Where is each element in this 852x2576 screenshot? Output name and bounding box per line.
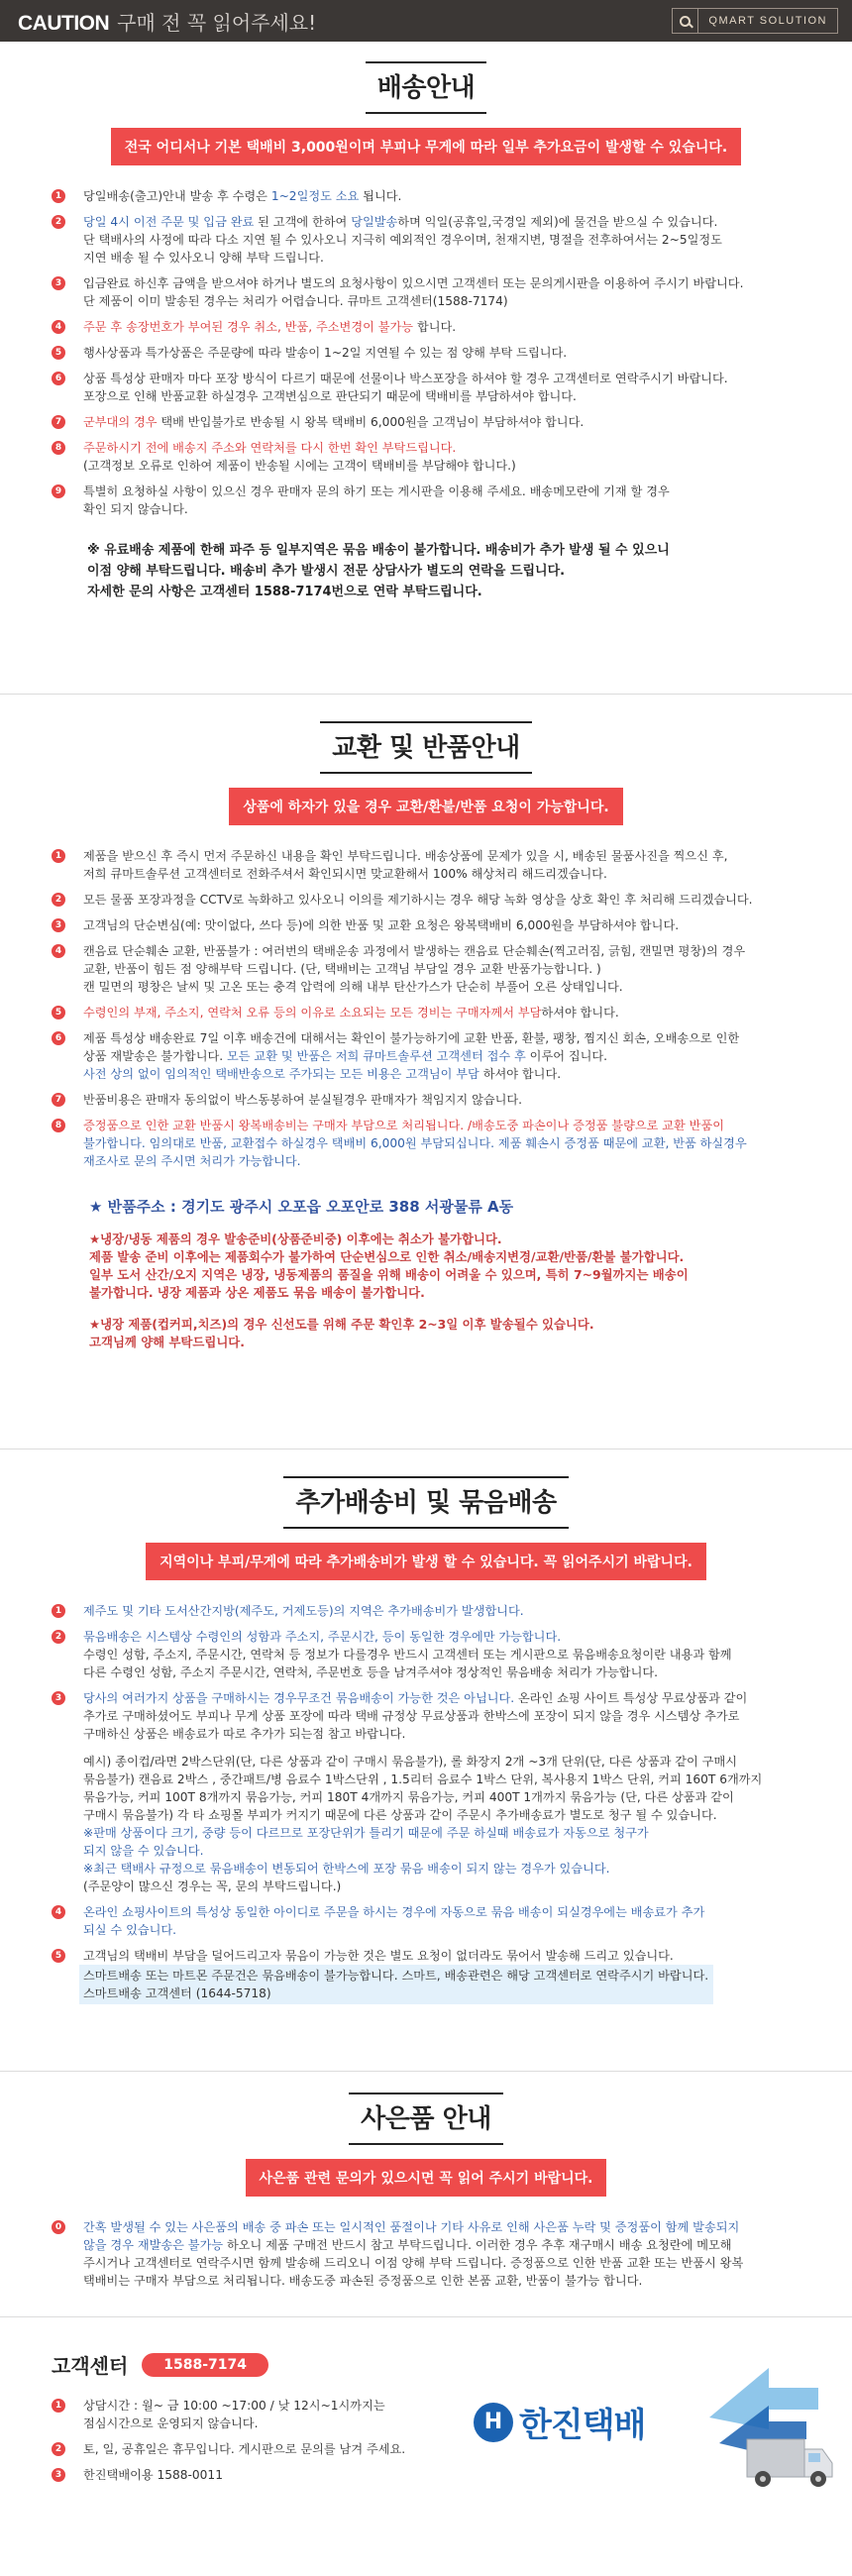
text-run: 택배비는 구매자 부담으로 처리됩니다. 배송도중 파손된 증정품으로 인한 본품 교환, 반품이 불가능 합니다. — [83, 2274, 643, 2288]
number-badge: 1 — [52, 2399, 65, 2413]
extra-shipping-title: 추가배송비 및 묶음배송 — [0, 1476, 852, 1529]
caution-heading — [18, 7, 316, 36]
text-run: 재조사로 문의 주시면 처리가 가능합니다. — [83, 1154, 301, 1168]
list-item — [52, 1947, 804, 2004]
number-badge: 3 — [52, 1691, 65, 1705]
list-item — [52, 187, 804, 205]
delivery-truck-icon — [699, 2348, 838, 2507]
text-run: 저희 큐마트솔루션 고객센터로 전화주셔서 확인되시면 맞교환해서 100% 해상처리 해드리겠습니다. — [83, 867, 607, 881]
number-badge: 9 — [52, 484, 65, 498]
number-badge: 5 — [52, 346, 65, 360]
customer-center-title: 고객센터 — [52, 2354, 129, 2378]
text-run: 제주도 및 기타 도서산간지방(제주도, 거제도등)의 지역은 추가배송비가 발생합니다. — [83, 1604, 524, 1618]
number-badge: 6 — [52, 372, 65, 385]
text-run: 입금완료 하신후 금액을 받으셔야 하거나 별도의 요청사항이 있으시면 고객센터 또는 문의게시판을 이용하여 주시기 바랍니다. — [83, 276, 744, 290]
text-run: 주문 후 송장번호가 부여된 경우 취소, 반품, 주소변경이 불가능 — [83, 320, 414, 334]
text-run: 다른 수령인 성함, 주소지 주문시간, 연락처, 주문번호 등을 남겨주셔야 정상적인 묶음배송 처리가 가능합니다. — [83, 1665, 659, 1679]
number-badge: 8 — [52, 1119, 65, 1132]
text-line: 점심시간으로 운영되지 않습니다. — [83, 2416, 259, 2430]
list-item — [52, 2466, 468, 2484]
text-run: 상품 재발송은 불가합니다. — [83, 1049, 228, 1063]
list-item-text — [83, 916, 804, 934]
number-badge: 1 — [52, 189, 65, 203]
text-run: 당사의 여러가지 상품을 구매하시는 경우무조건 묶음배송이 가능한 것은 아닙니다. — [83, 1691, 515, 1705]
text-run: 주시거나 고객센터로 연락주시면 함께 발송해 드리오니 이점 양해 부탁 드립니다. 증정품으로 인한 반품 교환 또는 반품시 왕복 — [83, 2256, 744, 2270]
number-badge: 6 — [52, 1031, 65, 1045]
list-item — [52, 1903, 804, 1939]
text-run: ※최근 택배사 규정으로 묶음배송이 변동되어 한박스에 포장 묶음 배송이 되지 않는 경우가 있습니다. — [83, 1862, 610, 1876]
smart-delivery-notice — [79, 1965, 713, 2004]
text-line: ★냉장 제품(컵커피,치즈)의 경우 신선도를 위해 주문 확인후 2~3일 이후 발송될수 있습니다. — [89, 1317, 594, 1332]
caution-subtitle: 구매 전 꼭 읽어주세요! — [117, 10, 317, 35]
text-run: 되실 수 있습니다. — [83, 1923, 177, 1937]
hanjin-logo-text: 한진택배 — [519, 2406, 646, 2445]
number-badge: 2 — [52, 2442, 65, 2456]
text-run: 하오니 제품 구매전 반드시 참고 부탁드립니다. 이러한 경우 추후 재구매시 배송 요청란에 메모해 — [223, 2238, 732, 2252]
list-item-text — [83, 2466, 468, 2484]
caution-label: CAUTION — [18, 11, 110, 35]
shipping-banner: 전국 어디서나 기본 택배비 3,000원이며 부피나 무게에 따라 일부 추가요금이 발생할 수 있습니다. — [111, 128, 741, 165]
list-item-text — [83, 942, 804, 996]
text-line: 한진택배이용 1588-0011 — [83, 2468, 223, 2482]
list-item — [52, 1117, 804, 1170]
text-run: 당일발송 — [351, 215, 398, 229]
number-badge: 1 — [52, 849, 65, 863]
list-item-text — [83, 1117, 804, 1170]
customer-center — [52, 2350, 804, 2492]
text-run: 반품비용은 판매자 동의없이 박스동봉하여 분실될경우 판매자가 책임지지 않습니다. — [83, 1093, 523, 1107]
text-run: 수령인의 부재, 주소지, 연락처 오류 등의 이유로 소요되는 모든 경비는 구매자께서 부담 — [83, 1006, 542, 1020]
list-item-text — [83, 1628, 804, 1681]
text-run: 않을 경우 재발송은 불가능 — [83, 2238, 224, 2252]
text-run: 이루어 집니다. — [525, 1049, 608, 1063]
exchange-section — [0, 721, 852, 1351]
text-run: 불가합니다. 임의대로 반품, 교환접수 하실경우 택배비 6,000원 부담되십니다. 제품 훼손시 증정품 때문에 교환, 반품 하실경우 — [83, 1136, 747, 1150]
text-run: 합니다. — [413, 320, 457, 334]
list-item — [52, 274, 804, 310]
list-item-text — [83, 318, 804, 336]
text-line: 일부 도서 산간/오지 지역은 냉장, 냉동제품의 품질을 위해 배송이 어려울 수 있으며, 특히 7~9월까지는 배송이 — [89, 1267, 689, 1282]
list-item-text — [83, 483, 804, 518]
exchange-banner: 상품에 하자가 있을 경우 교환/환불/반품 요청이 가능합니다. — [229, 788, 622, 825]
text-run: 묶음배송은 시스템상 수령인의 성함과 주소지, 주문시간, 등이 동일한 경우에만 가능합니다. — [83, 1630, 562, 1644]
text-run: 특별히 요청하실 사항이 있으신 경우 판매자 문의 하기 또는 게시판을 이용해 주세요. 배송메모란에 기재 할 경우 — [83, 484, 670, 498]
gift-list — [52, 2218, 804, 2290]
gift-banner: 사은품 관련 문의가 있으시면 꼭 읽어 주시기 바랍니다. — [246, 2159, 607, 2197]
list-item — [52, 2440, 468, 2458]
text-run: 고객님의 단순변심(예: 맛이없다, 쓰다 등)에 의한 반품 및 교환 요청은 왕복택배비 6,000원을 부담하셔야 합니다. — [83, 918, 680, 932]
number-badge: 4 — [52, 320, 65, 334]
number-badge: 5 — [52, 1006, 65, 1020]
text-run: 제품 특성상 배송완료 7일 이후 배송건에 대해서는 확인이 불가능하기에 교환 반품, 환불, 팽창, 찜지신 회손, 오배송으로 인한 — [83, 1031, 740, 1045]
list-item — [52, 318, 804, 336]
text-run: 묶음불가) 캔음료 2박스 , 중간패트/병 음료수 1박스단위 , 1.5리터 음료수 1박스 단위, 복사용지 1박스 단위, 커피 160T 6개까지 — [83, 1772, 763, 1786]
list-item-text — [83, 344, 804, 362]
cold-chain-warning — [89, 1231, 802, 1302]
text-run: 교환, 반품이 힘든 점 양해부탁 드립니다. (단, 택배비는 고객님 부담일 경우 교환 반품가능합니다. ) — [83, 962, 601, 976]
number-badge: 3 — [52, 918, 65, 932]
gift-title: 사은품 안내 — [0, 2093, 852, 2145]
list-item — [52, 2218, 804, 2290]
text-line: 고객님께 양해 부탁드립니다. — [89, 1335, 245, 1349]
exchange-list — [52, 847, 804, 1170]
text-run: 제품을 받으신 후 즉시 먼저 주문하신 내용을 확인 부탁드립니다. 배송상품에 문제가 있을 시, 배송된 물품사진을 찍으신 후, — [83, 849, 728, 863]
shipping-section — [0, 61, 852, 602]
shipping-list — [52, 187, 804, 518]
list-item — [52, 344, 804, 362]
number-badge: 5 — [52, 1949, 65, 1963]
list-item — [52, 370, 804, 405]
list-item — [52, 891, 804, 909]
list-item — [52, 213, 804, 267]
customer-center-list — [52, 2397, 468, 2484]
highlight-line: 스마트배송 또는 마트몬 주문건은 묶음배송이 불가능합니다. 스마트, 배송관련은 해당 고객센터로 연락주시기 바랍니다. — [83, 1969, 709, 1983]
list-item — [52, 1602, 804, 1620]
list-item-text — [83, 847, 804, 883]
text-line: 자세한 문의 사항은 고객센터 1588-7174번으로 연락 부탁드립니다. — [87, 585, 482, 599]
list-item-text — [83, 1004, 804, 1021]
shipping-title: 배송안내 — [0, 61, 852, 114]
list-item-text — [83, 213, 804, 267]
text-run: 주문하시기 전에 배송지 주소와 연락처를 다시 한번 확인 부탁드립니다. — [83, 441, 457, 455]
text-run: 상품 특성상 판매자 마다 포장 방식이 다르기 때문에 선물이나 박스포장을 하셔야 할 경우 고객센터로 연락주시기 바랍니다. — [83, 372, 728, 385]
text-run: 구매하신 상품은 배송료가 따로 추가가 되는점 참고 바랍니다. — [83, 1727, 406, 1741]
list-item — [52, 483, 804, 518]
caution-header — [0, 0, 852, 42]
text-run: 온라인 쇼핑 사이트 특성상 무료상품과 같이 — [514, 1691, 748, 1705]
gift-section — [0, 2093, 852, 2298]
list-item-text — [83, 1903, 804, 1939]
text-line: ※ 유료배송 제품에 한해 파주 등 일부지역은 묶음 배송이 불가합니다. 배송비가 추가 발생 될 수 있으니 — [87, 543, 670, 558]
list-item — [52, 1029, 804, 1083]
text-run: (주문양이 많으신 경우는 꼭, 문의 부탁드립니다.) — [83, 1879, 342, 1893]
number-badge: 2 — [52, 1630, 65, 1644]
list-item — [52, 439, 804, 475]
list-item-text — [83, 2440, 468, 2458]
shipping-note — [87, 540, 781, 602]
number-badge: 0 — [52, 2220, 65, 2234]
list-item-text — [83, 1029, 804, 1083]
text-run: 당일배송(출고)안내 발송 후 수령은 — [83, 189, 271, 203]
list-item-text — [83, 1602, 804, 1620]
list-item — [52, 916, 804, 934]
truck-hub — [760, 2476, 766, 2482]
text-run: 묶음가능, 커피 100T 8개까지 묶음가능, 커피 180T 4개까지 묶음가능, 커피 400T 1개까지 묶음가능 (단, 다른 상품과 같이 — [83, 1790, 734, 1804]
text-run: 추가로 구매하셨어도 부피나 무게 상품 포장에 따라 택배 규정상 무료상품과 한박스에 포장이 되지 않을 경우 시스템상 추가로 — [83, 1709, 740, 1723]
number-badge: 3 — [52, 2468, 65, 2482]
text-run: 행사상품과 특가상품은 주문량에 따라 발송이 1~2일 지연될 수 있는 점 양해 부탁 드립니다. — [83, 346, 568, 360]
text-run: 구매시 묶음불가) 각 타 쇼핑몰 부피가 커지기 때문에 다른 상품과 같이 주문시 추가배송료가 별도로 청구 될 수 있습니다. — [83, 1808, 717, 1822]
text-run: ※판매 상품이다 크기, 중량 등이 다르므로 포장단위가 틀리기 때문에 주문 하실때 배송료가 자동으로 청구가 — [83, 1826, 649, 1840]
text-run: 1~2일정도 소요 — [270, 189, 360, 203]
list-item — [52, 1689, 804, 1895]
truck-hub — [815, 2476, 821, 2482]
list-item-text — [83, 2397, 468, 2432]
text-run: 예시) 종이컵/라면 2박스단위(단, 다른 상품과 같이 구매시 묶음불가), 롤 화장지 2개 ~3개 단위(단, 다른 상품과 같이 구매시 — [83, 1755, 737, 1769]
text-run: 하셔야 합니다. — [479, 1067, 562, 1081]
customer-center-heading — [52, 2350, 804, 2379]
highlight-line: 스마트배송 고객센터 (1644-5718) — [83, 1986, 271, 2000]
qmart-brand-label: QMART SOLUTION — [708, 15, 827, 27]
text-run: 단 제품이 이미 발송된 경우는 처리가 어렵습니다. 큐마트 고객센터(1588-7174) — [83, 294, 508, 308]
section-divider — [0, 2071, 852, 2072]
list-item-text — [83, 891, 804, 909]
text-run: 포장으로 인해 반품교환 하실경우 고객변심으로 판단되기 때문에 택배비를 부담하셔야 합니다. — [83, 389, 577, 403]
number-badge: 3 — [52, 276, 65, 290]
list-item-text — [83, 413, 804, 431]
list-item — [52, 1091, 804, 1109]
text-line: 제품 발송 준비 이후에는 제품회수가 불가하여 단순변심으로 인한 취소/배송지변경/교환/반품/환불 불가합니다. — [89, 1249, 685, 1264]
number-badge: 2 — [52, 893, 65, 907]
text-line: 토, 일, 공휴일은 휴무입니다. 게시판으로 문의를 남겨 주세요. — [83, 2442, 406, 2456]
number-badge: 2 — [52, 215, 65, 229]
section-divider — [0, 2316, 852, 2317]
exchange-title: 교환 및 반품안내 — [0, 721, 852, 774]
list-item — [52, 413, 804, 431]
list-item-text — [83, 187, 804, 205]
text-run: 하며 익일(공휴일,국경일 제외)에 물건을 받으실 수 있습니다. — [397, 215, 718, 229]
number-badge: 7 — [52, 415, 65, 429]
text-run: 확인 되지 않습니다. — [83, 502, 188, 516]
text-run: (고객정보 오류로 인하여 제품이 반송될 시에는 고객이 택배비를 부담해야 합니다.) — [83, 459, 516, 473]
number-badge: 7 — [52, 1093, 65, 1107]
text-run: 지연 배송 될 수 있사오니 양해 부탁 드립니다. — [83, 251, 324, 265]
list-item — [52, 2397, 468, 2432]
extra-shipping-section — [0, 1476, 852, 2012]
hanjin-logo-mark: H — [474, 2403, 513, 2442]
text-run: 된 고객에 한하여 — [254, 215, 352, 229]
text-line: 이점 양해 부탁드립니다. 배송비 추가 발생시 전문 상담사가 별도의 연락을 드립니다. — [87, 564, 566, 579]
list-item-text — [83, 2218, 804, 2290]
truck-window — [808, 2453, 820, 2462]
qmart-solution-badge[interactable] — [672, 8, 838, 34]
extra-shipping-banner: 지역이나 부피/무게에 따라 추가배송비가 발생 할 수 있습니다. 꼭 읽어주시기 바랍니다. — [146, 1543, 706, 1580]
text-run: 간혹 발생될 수 있는 사은품의 배송 중 파손 또는 일시적인 품절이나 기타 사유로 인해 사은품 누락 및 증정품이 함께 발송되지 — [83, 2220, 740, 2234]
text-run: 하셔야 합니다. — [541, 1006, 619, 1020]
number-badge: 8 — [52, 441, 65, 455]
list-item-text — [83, 439, 804, 475]
customer-phone-badge: 1588-7174 — [142, 2353, 268, 2377]
text-line: 불가합니다. 냉장 제품과 상온 제품도 묶음 배송이 불가합니다. — [89, 1285, 425, 1300]
text-run: 온라인 쇼핑사이트의 특성상 동일한 아이디로 주문을 하시는 경우에 자동으로 묶음 배송이 되실경우에는 배송료가 추가 — [83, 1905, 705, 1919]
text-run: 캔 밀면의 평창은 날씨 및 고온 또는 충격 압력에 의해 내부 탄산가스가 단순히 부풀어 오른 상태입니다. — [83, 980, 623, 994]
list-item — [52, 1628, 804, 1681]
text-run: 수령인 성함, 주소지, 주문시간, 연락처 등 정보가 다를경우 반드시 고객센터 또는 게시판으로 묶음배송요청이란 내용과 함께 — [83, 1648, 732, 1662]
text-run: 택배 반입불가로 반송될 시 왕복 택배비 6,000원을 고객님이 부담하셔야 합니다. — [157, 415, 585, 429]
hanjin-logo — [474, 2398, 645, 2446]
list-item-text — [83, 274, 804, 310]
extra-shipping-list — [52, 1602, 804, 2004]
text-run: 고객님의 택배비 부담을 덜어드리고자 묶음이 가능한 것은 별도 요청이 없더라도 묶어서 발송해 드리고 있습니다. — [83, 1949, 674, 1963]
text-run: 증정품으로 인한 교환 반품시 왕복배송비는 구매자 부담으로 처리됩니다. /배송도중 파손이나 증정품 불량으로 교환 반품이 — [83, 1119, 724, 1132]
list-item — [52, 847, 804, 883]
number-badge: 4 — [52, 1905, 65, 1919]
text-run: 당일 4시 이전 주문 및 입금 완료 — [83, 215, 255, 229]
text-run: 사전 상의 없이 임의적인 택배반송으로 주가되는 모든 비용은 고객님이 부담 — [83, 1067, 479, 1081]
text-line: ★냉장/냉동 제품의 경우 발송준비(상품준비중) 이후에는 취소가 불가합니다. — [89, 1232, 502, 1246]
text-line: 상담시간 : 월~ 금 10:00 ~17:00 / 낮 12시~1시까지는 — [83, 2399, 385, 2413]
text-run: 단 택배사의 사정에 따라 다소 지연 될 수 있사오니 지극히 예외적인 경우이며, 천재지변, 명절을 전후하여서는 2~5일정도 — [83, 233, 722, 247]
text-run: 캔음료 단순훼손 교환, 반품불가 : 여러번의 택배운송 과정에서 발생하는 캔음료 단순훼손(찍고러짐, 긁힘, 캔밀면 평창)의 경우 — [83, 944, 746, 958]
text-run: 되지 않을 수 있습니다. — [83, 1844, 204, 1858]
text-run: 됩니다. — [359, 189, 402, 203]
list-item-text — [83, 1947, 804, 2004]
list-item — [52, 942, 804, 996]
return-address: ★ 반품주소 : 경기도 광주시 오포읍 오포안로 388 서광물류 A동 — [89, 1198, 514, 1216]
text-run: 군부대의 경우 — [83, 415, 158, 429]
list-item-text — [83, 1091, 804, 1109]
list-item-text — [83, 1689, 804, 1895]
number-badge: 4 — [52, 944, 65, 958]
number-badge: 1 — [52, 1604, 65, 1618]
fresh-product-warning — [89, 1316, 802, 1351]
search-icon — [673, 9, 698, 33]
text-run: 모든 교환 및 반품은 저희 큐마트솔루션 고객센터 접수 후 — [227, 1049, 526, 1063]
list-item — [52, 1004, 804, 1021]
truck-cargo — [747, 2439, 804, 2477]
section-divider — [0, 694, 852, 695]
list-item-text — [83, 370, 804, 405]
text-run: 모든 물품 포장과정을 CCTV로 녹화하고 있사오니 이의를 제기하시는 경우 해당 녹화 영상을 상호 확인 후 처리해 드리겠습니다. — [83, 893, 753, 907]
